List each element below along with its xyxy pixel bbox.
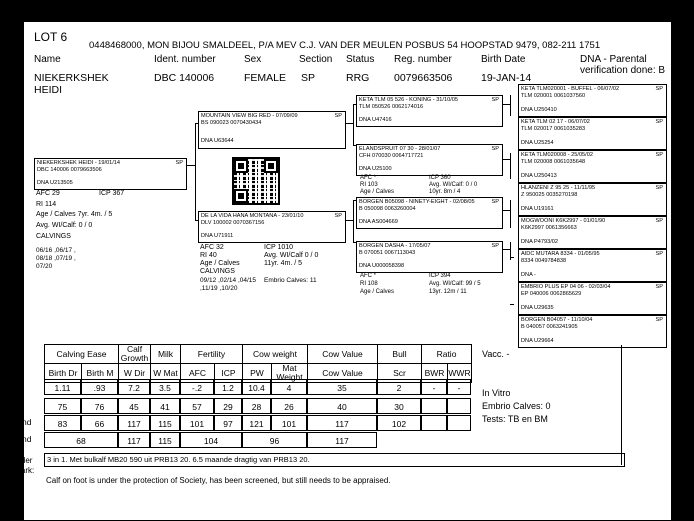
- box-dna: DNA U25100: [359, 166, 392, 172]
- box-section: SP: [175, 160, 183, 166]
- col-header: BWR: [422, 364, 448, 383]
- box-title: KETA TLM020008 - 25/05/02: [521, 152, 593, 158]
- ebv-cell: 26: [271, 398, 307, 414]
- sd-ri: RI 103: [360, 182, 378, 188]
- header-reg: Reg. number: [394, 54, 452, 65]
- qr-corner: [264, 159, 278, 173]
- dam-age-calves: 11yr. 4m. / 5: [264, 260, 302, 267]
- dam-age-calves-label: Age / Calves: [200, 260, 240, 267]
- ebv-cell: 57: [180, 398, 214, 414]
- ebv-cell: 97: [214, 415, 242, 431]
- box-ident: TLM 020017 0061035283: [521, 126, 586, 132]
- box-title: KETA TLM 05 526 - KONING - 31/10/05: [359, 97, 458, 103]
- ebv-cell: [447, 398, 471, 414]
- header-ident: Ident. number: [154, 54, 216, 65]
- box-ident: TLM 020008 0061035648: [521, 159, 586, 165]
- ebv-cell: 117: [307, 432, 377, 448]
- box-section: SP: [655, 86, 663, 92]
- ebv-cell: 29: [214, 398, 242, 414]
- box-section: SP: [655, 119, 663, 125]
- box-dna: DNA U29635: [521, 305, 554, 311]
- connector: [510, 153, 511, 179]
- box-title: DE LA VIDA HANA MONTANA - 23/01/10: [201, 213, 304, 219]
- ebv-cell: -: [421, 379, 447, 395]
- subject-avg-wi: Avg. WI/Calf: 0 / 0: [36, 222, 93, 229]
- ebv-cell: -.2: [180, 379, 214, 395]
- ebv-cell: 104: [180, 432, 242, 448]
- ebv-cell: 45: [118, 398, 150, 414]
- ebv-row-label: BV Ind: [6, 417, 32, 427]
- ebv-cell: [421, 398, 447, 414]
- pedigree-box-dam-sire: [356, 197, 503, 229]
- box-ident: B 070051 0067113043: [359, 250, 416, 256]
- group-cow-weight: Cow weight: [243, 345, 308, 364]
- box-ident: 8334 0049784838: [521, 258, 567, 264]
- ebv-cell: 117: [118, 415, 150, 431]
- ebv-cell: 40: [307, 398, 377, 414]
- pedigree-box-gen3-7: [518, 282, 667, 315]
- ebv-cell: 4: [271, 379, 307, 395]
- subject-calvings: CALVINGS: [36, 233, 71, 240]
- group-bull: Bull: [378, 345, 422, 364]
- group-cow-value: Cow Value: [308, 345, 378, 364]
- box-title: NIEKERKSHEK HEIDI - 19/01/14: [37, 160, 121, 166]
- box-dna: DNA U25254: [521, 140, 554, 146]
- dam-icp: ICP 1010: [264, 244, 294, 251]
- qr-corner: [234, 159, 248, 173]
- pedigree-box-sire-sire: [356, 95, 503, 127]
- pedigree-box-dam: [198, 211, 346, 243]
- ebv-cell: -: [447, 379, 471, 395]
- box-title: EMBRIO PLUS EP 04 06 - 02/03/04: [521, 284, 611, 290]
- ebv-row-label: BV: [6, 381, 18, 391]
- sd-avg-wi: Avg. WI/Calf: 0 / 0: [429, 182, 478, 188]
- animal-status: RRG: [346, 72, 370, 84]
- auction-page: [4, 22, 671, 520]
- box-ident: DBC 140006 0079663506: [37, 167, 102, 173]
- pedigree-box-sire: [198, 111, 346, 149]
- box-title: BORGEN DASHA - 17/05/07: [359, 243, 431, 249]
- animal-section: SP: [301, 72, 316, 84]
- box-dna: DNA U19161: [521, 206, 554, 212]
- qr-code: [232, 157, 280, 205]
- breeder-remark: 3 in 1. Met bulkalf MB20 590 uit PRB13 20. 6.5 maande dragtig van PRB13 20.: [44, 453, 625, 467]
- sd-icp: ICP 360: [429, 175, 451, 181]
- ebv-cell: 96: [242, 432, 307, 448]
- box-dna: DNA U71911: [201, 233, 234, 239]
- group-fertility: Fertility: [181, 345, 243, 364]
- box-dna: DNA -: [521, 272, 536, 278]
- connector: [510, 95, 511, 116]
- ebv-cell: 68: [44, 432, 118, 448]
- box-dna: DNA U29664: [521, 338, 554, 344]
- ebv-cell: 10.4: [242, 379, 271, 395]
- remark-label: Remark:: [4, 466, 35, 475]
- connector: [510, 304, 514, 305]
- sd-afc: AFC *: [360, 175, 377, 181]
- box-section: SP: [655, 152, 663, 158]
- box-title: KETA TLM 02 17 - 06/07/02: [521, 119, 590, 125]
- animal-sex: FEMALE: [244, 72, 287, 84]
- box-dna: DNA U250413: [521, 173, 557, 179]
- box-dna: DNA U63644: [201, 138, 234, 144]
- col-header: ICP: [215, 364, 243, 383]
- box-title: BORGEN B04057 - 11/10/04: [521, 317, 593, 323]
- box-ident: CFH 070030 0064717721: [359, 153, 424, 159]
- subject-dates-3: 07/20: [36, 263, 53, 270]
- subject-age-calves: Age / Calves 7yr. 4m. / 5: [36, 211, 113, 218]
- dam-dates-2: ,11/19 ,10/20: [200, 285, 238, 292]
- box-dna: DNA U47416: [359, 117, 392, 123]
- ebv-cell: [447, 415, 471, 431]
- invitro-text: In Vitro: [482, 388, 511, 398]
- box-ident: K6K2997 0061356663: [521, 225, 577, 231]
- box-section: SP: [334, 113, 342, 119]
- col-header: WWR: [448, 364, 472, 383]
- ebv-cell: 1.11: [44, 379, 81, 395]
- animal-name-1: NIEKERKSHEK: [34, 72, 109, 84]
- box-dna: DNA U213505: [37, 180, 73, 186]
- box-title: AIDC MUTARA 8334 - 01/05/95: [521, 251, 600, 257]
- ebv-cell: .93: [81, 379, 118, 395]
- connector: [510, 257, 514, 258]
- header-sex: Sex: [244, 54, 262, 65]
- tests-text: Tests: TB en BM: [482, 414, 548, 424]
- header-status: Status: [346, 54, 375, 65]
- box-title: MOGWOONI K6K2997 - 01/01/90: [521, 218, 606, 224]
- dd-icp: ICP 394: [429, 273, 451, 279]
- header-birth: Birth Date: [481, 54, 526, 65]
- connector: [195, 123, 196, 221]
- box-section: SP: [655, 218, 663, 224]
- dd-afc: AFC *: [360, 273, 377, 279]
- header-dna: DNA - Parental: [580, 54, 647, 65]
- box-ident: TLM 050526 0062174016: [359, 104, 424, 110]
- box-section: SP: [491, 97, 499, 103]
- pedigree-box-sire-dam: [356, 144, 503, 176]
- dam-embrio: Embrio Calves: 11: [264, 277, 317, 284]
- col-header: Mat Weight: [272, 364, 308, 383]
- col-header: W Mat: [151, 364, 181, 383]
- ebv-cell: 3.5: [150, 379, 180, 395]
- ebv-table: [44, 344, 472, 383]
- pedigree-box-gen3-3: [518, 150, 667, 183]
- col-header: PW: [243, 364, 272, 383]
- col-header: Cow Value: [308, 364, 378, 383]
- group-calf-growth: Calf Growth: [119, 345, 151, 364]
- pedigree-box-gen3-8: [518, 315, 667, 348]
- ebv-cell: 117: [307, 415, 377, 431]
- pedigree-box-gen3-1: [518, 84, 667, 117]
- subject-dates-1: 06/16 ,06/17 ,: [36, 247, 76, 254]
- dam-dates-1: 09/12 ,02/14 ,04/15: [200, 277, 257, 284]
- ebv-cell: 115: [150, 432, 180, 448]
- ebv-cell: 83: [44, 415, 81, 431]
- sd-age-calves: 10yr. 8m / 4: [429, 189, 461, 195]
- col-header: Birth Dr: [45, 364, 82, 383]
- dd-age-calves-label: Age / Calves: [360, 289, 395, 295]
- box-ident: Z 950025 0035270198: [521, 192, 578, 198]
- dd-ri: RI 108: [360, 281, 378, 287]
- ebv-cell: 76: [81, 398, 118, 414]
- box-section: SP: [655, 284, 663, 290]
- box-dna: DNA P4793/02: [521, 239, 559, 245]
- col-header: Birth M: [82, 364, 119, 383]
- ebv-cell: 101: [180, 415, 214, 431]
- footer-note: Calf on foot is under the protection of Society, has been screened, but still needs to be appraised.: [46, 476, 391, 485]
- ebv-right-border: [621, 345, 622, 465]
- box-section: SP: [491, 146, 499, 152]
- ebv-cell: 28: [242, 398, 271, 414]
- pedigree-box-dam-dam: [356, 241, 503, 273]
- box-section: SP: [491, 243, 499, 249]
- box-dna: DNA U250410: [521, 107, 557, 113]
- subject-ri: RI 114: [36, 201, 57, 208]
- pedigree-box-gen3-2: [518, 117, 667, 150]
- connector: [510, 200, 511, 228]
- header-verification: verification done: B: [580, 65, 666, 76]
- ebv-cell: 30: [377, 398, 421, 414]
- sd-age-calves-label: Age / Calves: [360, 189, 395, 195]
- header-section: Section: [299, 54, 333, 65]
- ebv-cell: [421, 415, 447, 431]
- group-milk: Milk: [151, 345, 181, 364]
- ebv-row-label: Acc: [6, 400, 21, 410]
- breeder-label: Breeder: [4, 456, 33, 465]
- ebv-cell: 2: [377, 379, 421, 395]
- box-title: MOUNTAIN VIEW BIG RED - 07/09/09: [201, 113, 298, 119]
- col-header: AFC: [181, 364, 215, 383]
- box-title: HLANZENI Z 95 25 - 11/11/95: [521, 185, 596, 191]
- box-ident: B 050098 0063260004: [359, 206, 416, 212]
- subject-dates-2: 08/18 ,07/19 ,: [36, 255, 76, 262]
- pedigree-box-gen3-6: [518, 249, 667, 282]
- ebv-cell: 101: [271, 415, 307, 431]
- pedigree-box-gen3-5: [518, 216, 667, 249]
- box-section: SP: [655, 185, 663, 191]
- subject-icp: ICP 367: [99, 190, 125, 197]
- owner-details: 0448468000, MON BIJOU SMALDEEL, P/A MEV C.J. VAN DER MEULEN POSBUS 54 HOOPSTAD 9479, 082-211 1751: [89, 40, 601, 51]
- col-header: W Dir: [119, 364, 151, 383]
- box-title: KETA TLM020001 - BUFFEL - 06/07/02: [521, 86, 620, 92]
- box-ident: BS 090023 0070430434: [201, 120, 262, 126]
- group-calving-ease: Calving Ease: [45, 345, 119, 364]
- box-section: SP: [655, 251, 663, 257]
- box-dna: DNA U000058398: [359, 263, 405, 269]
- ebv-cell: 121: [242, 415, 271, 431]
- box-title: BORGEN B05098 - NINETY-EIGHT - 02/08/05: [359, 199, 475, 205]
- ebv-cell: 1.2: [214, 379, 242, 395]
- ebv-cell: 75: [44, 398, 81, 414]
- animal-reg: 0079663506: [394, 72, 453, 84]
- header-name: Name: [34, 54, 61, 65]
- box-ident: EP 040006 0062865629: [521, 291, 582, 297]
- box-ident: DLV 100002 0070367156: [201, 220, 265, 226]
- box-section: SP: [655, 317, 663, 323]
- dam-afc: AFC 32: [200, 244, 224, 251]
- animal-ident: DBC 140006: [154, 72, 215, 84]
- pedigree-box-subject: [34, 158, 187, 190]
- box-title: ELANDSPRUIT 07 30 - 28/01/07: [359, 146, 441, 152]
- dam-avg-wi: Avg. WI/Calf 0 / 0: [264, 252, 319, 259]
- ebv-row-label: BV Ind: [6, 434, 32, 444]
- box-dna: DNA AS004669: [359, 219, 398, 225]
- dam-ri: RI 40: [200, 252, 217, 259]
- qr-corner: [234, 189, 248, 203]
- connector: [353, 104, 354, 146]
- vacc-text: Vacc. -: [482, 349, 510, 359]
- group-ratio: Ratio: [422, 345, 472, 364]
- pedigree-box-gen3-4: [518, 183, 667, 216]
- dam-calvings: CALVINGS: [200, 268, 235, 275]
- ebv-cell: 102: [377, 415, 421, 431]
- ebv-cell: 117: [118, 432, 150, 448]
- box-section: SP: [491, 199, 499, 205]
- animal-name-2: HEIDI: [34, 84, 63, 96]
- ebv-cell: 41: [150, 398, 180, 414]
- ebv-cell: 115: [150, 415, 180, 431]
- dd-avg-wi: Avg. WI/Calf: 99 / 5: [429, 281, 481, 287]
- embrio-calves-text: Embrio Calves: 0: [482, 401, 551, 411]
- ebv-cell: 66: [81, 415, 118, 431]
- col-header: Scr: [378, 364, 422, 383]
- dd-age-calves: 13yr. 12m / 11: [429, 289, 467, 295]
- box-ident: B 040057 0063241905: [521, 324, 578, 330]
- subject-afc: AFC 29: [36, 190, 60, 197]
- lot-number: LOT 6: [34, 30, 68, 44]
- ebv-cell: 7.2: [118, 379, 150, 395]
- animal-birth: 19-JAN-14: [481, 72, 532, 84]
- box-ident: TLM 020001 0061037560: [521, 93, 586, 99]
- box-section: SP: [334, 213, 342, 219]
- ebv-cell: 35: [307, 379, 377, 395]
- connector: [353, 200, 354, 243]
